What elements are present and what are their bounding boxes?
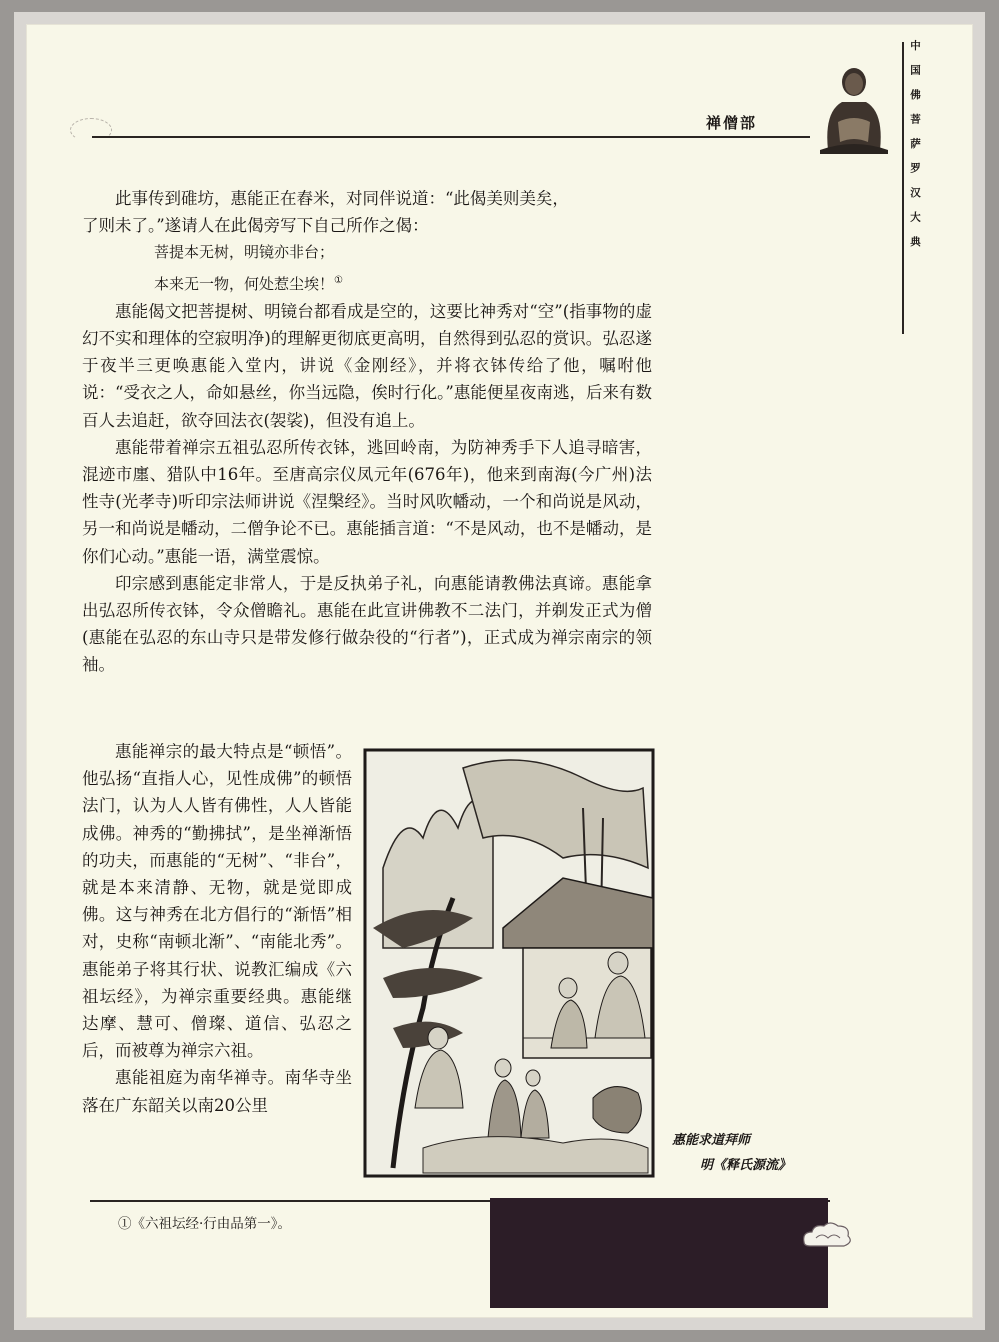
paragraph-1a: 此事传到碓坊，惠能正在舂米，对同伴说道：“此偈美则美矣， (115, 189, 569, 208)
monk-figure-icon (814, 62, 892, 154)
footnote: ①《六祖坛经·行由品第一》。 (118, 1216, 292, 1232)
header-ornament (70, 118, 112, 142)
verse-line-2 (82, 267, 652, 298)
main-text (82, 185, 652, 679)
header-rule (92, 136, 810, 138)
paragraph-4: 印宗感到惠能定非常人，于是反执弟子礼，向惠能请教佛法真谛。惠能拿出弘忍所传衣钵，令众僧瞻礼。惠能在此宣讲佛教不二法门，并剃发正式为僧(惠能在弘忍的东山寺只是带发修行做杂役的“行者”)，正式成为禅宗南宗的领袖。 (82, 573, 652, 675)
cloud-ornament-icon (800, 1220, 854, 1250)
paragraph-2: 惠能偈文把菩提树、明镜台都看成是空的，这要比神秀对“空”(指事物的虚幻不实和理体的空寂明净)的理解更彻底更高明，自然得到弘忍的赏识。弘忍遂于夜半三更唤惠能入堂内，讲说《金刚经》，并将衣钵传给了他，嘱咐他说：“受衣之人，命如悬丝，你当远隐，俟时行化。”惠能便星夜南逃，后来有数百人去追赶，欲夺回法衣(袈裟)，但没有追上。 (82, 301, 652, 430)
caption-line-2: 明《释氏源流》 (700, 1158, 792, 1173)
paragraph-3: 惠能带着禅宗五祖弘忍所传衣钵，逃回岭南，为防神秀手下人追寻暗害，混迹市廛、猎队中16年。至唐高宗仪凤元年(676年)，他来到南海(今广州)法性寺(光孝寺)听印宗法师讲说《涅槃经》。当时风吹幡动，一个和尚说是风动，另一和尚说是幡动，二僧争论不已。惠能插言道：“不是风动，也不是幡动，是你们心动。”惠能一语，满堂震惊。 (82, 437, 652, 566)
paragraph-1b: 了则未了。”遂请人在此偈旁写下自己所作之偈： (82, 216, 429, 236)
section-title: 禅僧部 (706, 114, 758, 132)
illustration-caption (672, 1128, 791, 1178)
footnote-marker: ① (334, 274, 343, 286)
footer-dark-panel (490, 1198, 828, 1308)
woodblock-illustration (363, 748, 655, 1178)
paragraph-5: 惠能禅宗的最大特点是“顿悟”。他弘扬“直指人心，见性成佛”的顿悟法门，认为人人皆有佛性，人人皆能成佛。神秀的“勤拂拭”，是坐禅渐悟的功夫，而惠能的“无树”、“非台”，就是本来清静、无物，就是觉即成佛。这与神秀在北方倡行的“渐悟”相对，史称“南顿北渐”、“南能北秀”。惠能弟子将其行状、说教汇编成《六祖坛经》，为禅宗重要经典。惠能继达摩、慧可、僧璨、道信、弘忍之后，而被尊为禅宗六祖。 (82, 742, 352, 1061)
caption-line-1: 惠能求道拜师 (672, 1133, 751, 1148)
paragraph-6: 惠能祖庭为南华禅寺。南华寺坐落在广东韶关以南20公里 (82, 1068, 352, 1115)
illustration-image (363, 748, 655, 1178)
verse-line-2-text: 本来无一物，何处惹尘埃！ (154, 274, 335, 293)
verse-line-1: 菩提本无树，明镜亦非台； (154, 243, 335, 262)
side-text (82, 738, 352, 1119)
series-title: 中国佛菩萨罗汉大典 (909, 40, 921, 261)
